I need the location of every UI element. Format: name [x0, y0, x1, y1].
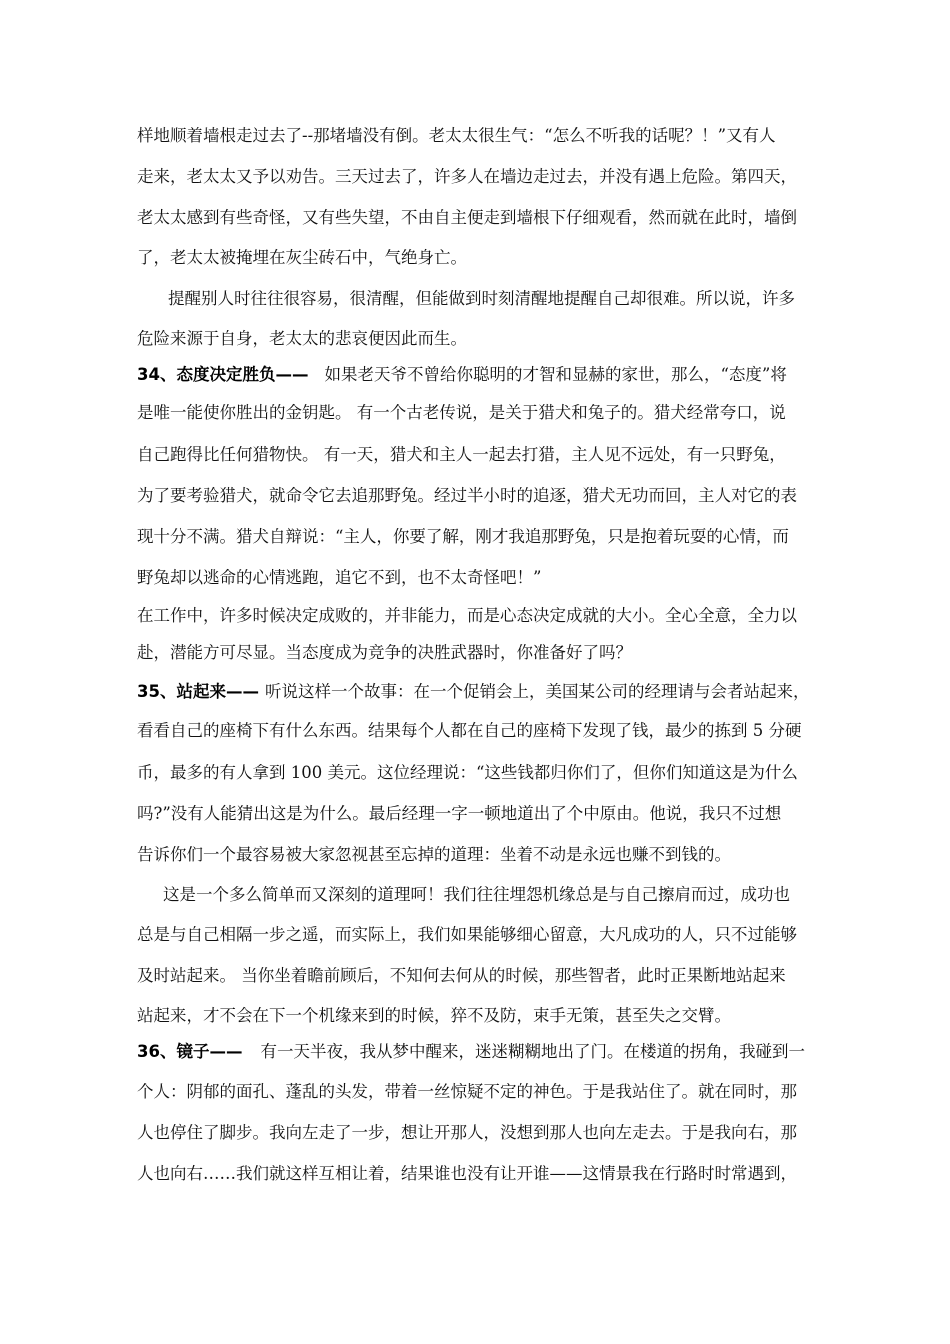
text-line: 赴，潜能方可尽显。当态度成为竞争的决胜武器时，你准备好了吗？	[137, 643, 632, 662]
heading-35: 35、站起来——	[137, 682, 259, 701]
section-34-line	[137, 360, 817, 390]
text-line: 及时站起来。 当你坐着瞻前顾后，不知何去何从的时候，那些智者，此时正果断地站起来	[137, 966, 786, 985]
text-line: 总是与自己相隔一步之遥，而实际上，我们如果能够细心留意，大凡成功的人，只不过能够	[137, 925, 797, 944]
text-span: 听说这样一个故事：在一个促销会上，美国某公司的经理请与会者站起来，	[264, 682, 810, 701]
section-35-line	[137, 677, 817, 707]
text-line: 人也停住了脚步。我向左走了一步，想让开那人，没想到那人也向左走去。于是我向右，那	[137, 1123, 797, 1142]
text-span: 有一天半夜，我从梦中醒来，迷迷糊糊地出了门。在楼道的拐角，我碰到一	[260, 1042, 805, 1061]
paragraph-first-line: 这是一个多么简单而又深刻的道理呵！我们往往埋怨机缘总是与自己擦肩而过，成功也	[163, 885, 790, 904]
text-line: 是唯一能使你胜出的金钥匙。 有一个古老传说，是关于猎犬和兔子的。猎犬经常夸口，说	[137, 403, 786, 422]
text-line: 老太太感到有些奇怪，又有些失望，不由自主便走到墙根下仔细观看，然而就在此时，墙倒	[137, 208, 797, 227]
paragraph-first-line: 提醒别人时往往很容易，很清醒，但能做到时刻清醒地提醒自己却很难。所以说，许多	[168, 289, 795, 308]
text-line: 在工作中，许多时候决定成败的，并非能力，而是心态决定成就的大小。全心全意，全力以	[137, 606, 797, 625]
text-span: 如果老天爷不曾给你聪明的才智和显赫的家世，那么，“态度”将	[324, 365, 787, 384]
text-line: 现十分不满。猎犬自辩说：“主人，你要了解，刚才我追那野兔，只是抱着玩耍的心情，而	[137, 527, 789, 546]
text-line: 吗?”没有人能猜出这是为什么。最后经理一字一顿地道出了个中原由。他说，我只不过想	[137, 804, 782, 823]
text-line: 野兔却以逃命的心情逃跑，追它不到，也不太奇怪吧！”	[137, 568, 542, 587]
text-line: 自己跑得比任何猎物快。 有一天，猎犬和主人一起去打猎，主人见不远处，有一只野兔，	[137, 445, 786, 464]
text-line: 看看自己的座椅下有什么东西。结果每个人都在自己的座椅下发现了钱，最少的拣到 5 分硬	[137, 721, 802, 740]
heading-34: 34、态度决定胜负——	[137, 365, 309, 384]
text-line: 危险来源于自身，老太太的悲哀便因此而生。	[137, 329, 467, 348]
text-line: 了，老太太被掩埋在灰尘砖石中，气绝身亡。	[137, 248, 467, 267]
text-line: 走来，老太太又予以劝告。三天过去了，许多人在墙边走过去，并没有遇上危险。第四天，	[137, 167, 797, 186]
text-line: 为了要考验猎犬，就命令它去追那野兔。经过半小时的追逐，猎犬无功而回，主人对它的表	[137, 486, 797, 505]
text-line: 币，最多的有人拿到 100 美元。这位经理说：“这些钱都归你们了，但你们知道这是为什么	[137, 763, 798, 782]
text-line: 个人：阴郁的面孔、蓬乱的头发，带着一丝惊疑不定的神色。于是我站住了。就在同时，那	[137, 1082, 797, 1101]
text-line: 样地顺着墙根走过去了--那堵墙没有倒。老太太很生气：“怎么不听我的话呢？！”又有人	[137, 126, 776, 145]
text-line: 站起来，才不会在下一个机缘来到的时候，猝不及防，束手无策，甚至失之交臂。	[137, 1006, 731, 1025]
text-line: 告诉你们一个最容易被大家忽视甚至忘掉的道理：坐着不动是永远也赚不到钱的。	[137, 845, 731, 864]
section-36-line	[137, 1037, 817, 1067]
text-line: 人也向右……我们就这样互相让着，结果谁也没有让开谁——这情景我在行路时时常遇到，	[137, 1164, 797, 1183]
heading-36: 36、镜子——	[137, 1042, 243, 1061]
